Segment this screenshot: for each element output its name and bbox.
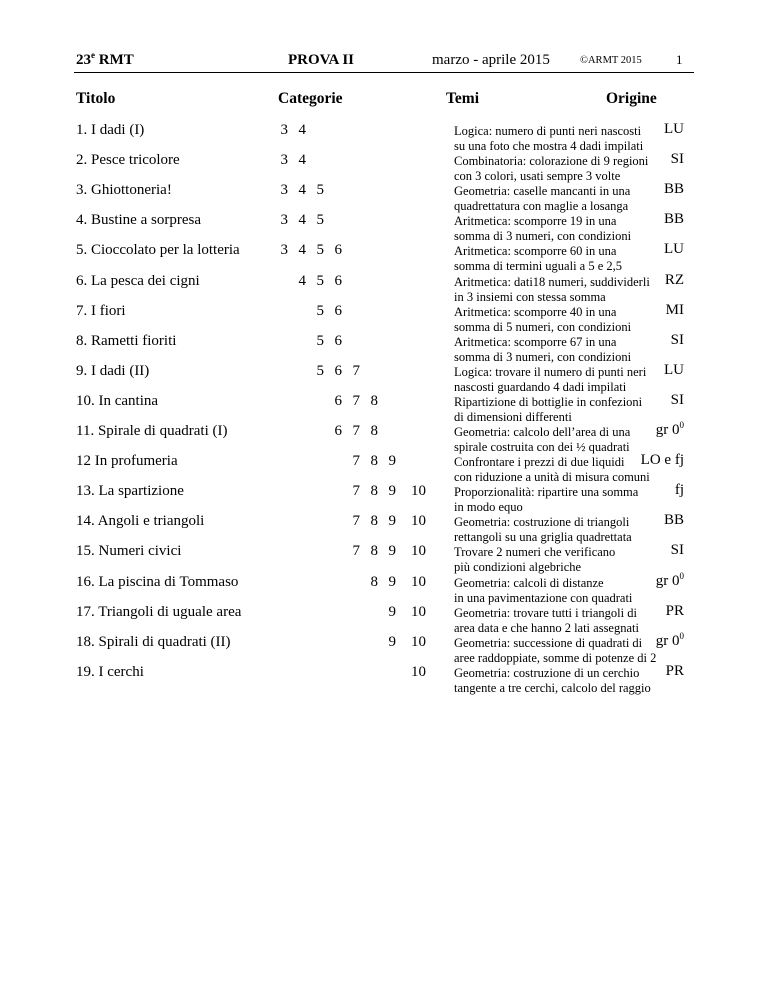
theme-line: aree raddoppiate, somme di potenze di 2	[454, 650, 657, 665]
header-divider	[74, 72, 694, 73]
problem-title: 5. Cioccolato per la lotteria	[76, 242, 240, 259]
origin-superscript: 0	[679, 420, 684, 430]
theme-line: spirale costruita con dei ½ quadrati	[454, 440, 630, 454]
category-number: 6	[334, 242, 342, 259]
origin-code	[604, 603, 684, 620]
theme-line: di dimensioni differenti	[454, 409, 572, 424]
problem-title: 19. I cerchi	[76, 663, 144, 680]
origin-code	[604, 302, 684, 319]
origin-text: LU	[664, 121, 684, 137]
problem-title: 2. Pesce tricolore	[76, 152, 180, 169]
origin-text: PR	[665, 602, 684, 619]
origin-text: gr 0	[655, 572, 680, 589]
category-number: 8	[370, 513, 378, 530]
theme-line: Geometria: costruzione di un cerchio	[454, 665, 640, 680]
category-number: 9	[388, 513, 396, 530]
category-number: 7	[352, 513, 360, 530]
origin-text: SI	[670, 151, 684, 168]
category-number: 3	[280, 212, 288, 229]
category-number: 6	[334, 362, 342, 379]
theme-line: quadrettatura con maglie a losanga	[454, 199, 629, 214]
category-number: 10	[411, 663, 426, 680]
theme-line: rettangoli su una griglia quadrettata	[454, 530, 632, 545]
origin-text: LO e fj	[640, 452, 684, 469]
origin-code	[604, 392, 684, 409]
column-title: Titolo	[76, 90, 116, 107]
category-number: 10	[411, 573, 426, 590]
category-number: 7	[352, 423, 360, 439]
edition-number: 23	[76, 52, 91, 68]
theme-line: Proporzionalità: ripartire una somma	[454, 485, 639, 500]
category-number: 5	[316, 362, 324, 379]
origin-code	[604, 542, 684, 559]
origin-text: fj	[674, 482, 684, 499]
origin-code	[604, 512, 684, 529]
problem-title: 10. In cantina	[76, 392, 159, 409]
problem-title: 6. La pesca dei cigni	[76, 272, 200, 289]
origin-text: RZ	[664, 271, 684, 288]
category-number: 6	[334, 272, 342, 289]
category-number: 8	[370, 453, 378, 470]
page-number: 1	[676, 52, 683, 67]
theme-line: con riduzione a unità di misura comuni	[454, 470, 650, 485]
origin-code	[604, 630, 684, 650]
problem-title: 18. Spirali di quadrati (II)	[76, 633, 231, 650]
category-number: 7	[352, 392, 360, 409]
origin-superscript: 0	[679, 630, 684, 641]
origin-code	[604, 332, 684, 349]
theme-line: nascosti guardando 4 dadi impilati	[454, 379, 627, 394]
category-number: 5	[316, 272, 324, 289]
origin-code	[604, 482, 684, 499]
category-number: 6	[334, 302, 342, 319]
theme-line: in una pavimentazione con quadrati	[454, 590, 633, 605]
origin-code	[604, 570, 684, 590]
theme-line: somma di 5 numeri, con condizioni	[454, 319, 632, 334]
theme-line: somma di 3 numeri, con condizioni	[454, 349, 632, 364]
category-number: 10	[411, 513, 426, 530]
category-number: 3	[280, 242, 288, 259]
problem-title: 12 In profumeria	[76, 453, 178, 470]
theme-line: tangente a tre cerchi, calcolo del raggio	[454, 680, 651, 695]
column-themes: Temi	[446, 90, 480, 107]
category-number: 3	[280, 122, 288, 138]
category-number: 4	[298, 242, 306, 259]
theme-line: Ripartizione di bottiglie in confezioni	[454, 394, 643, 409]
origin-code	[604, 663, 684, 680]
problem-title: 14. Angoli e triangoli	[76, 513, 205, 530]
theme-line: Aritmetica: scomporre 67 in una	[454, 334, 617, 349]
category-number: 9	[388, 573, 396, 590]
round-label: PROVA II	[288, 52, 354, 68]
category-number: 4	[298, 152, 306, 169]
problem-title: 9. I dadi (II)	[76, 362, 150, 379]
theme-line: con 3 colori, usati sempre 3 volte	[454, 169, 621, 184]
origin-text: PR	[665, 662, 684, 679]
theme-line: più condizioni algebriche	[454, 560, 582, 575]
category-number: 6	[334, 332, 342, 349]
category-number: 4	[298, 122, 306, 138]
problem-title: 13. La spartizione	[76, 483, 184, 500]
theme-line: area data e che hanno 2 lati assegnati	[454, 620, 639, 635]
origin-text: SI	[670, 542, 684, 559]
category-number: 6	[334, 392, 342, 409]
category-number: 4	[298, 272, 306, 289]
edition-suffix: RMT	[95, 52, 134, 68]
category-number: 8	[370, 423, 378, 439]
theme-line: Geometria: costruzione di triangoli	[454, 515, 630, 530]
edition-label	[76, 52, 134, 69]
problem-title: 7. I fiori	[76, 302, 126, 319]
theme-line: somma di termini uguali a 5 e 2,5	[454, 259, 623, 274]
origin-code	[604, 362, 684, 379]
category-number: 8	[370, 543, 378, 560]
theme-line: Logica: trovare il numero di punti neri	[454, 364, 647, 379]
theme-line: Logica: numero di punti neri nascosti	[454, 124, 642, 138]
theme-line: in modo equo	[454, 500, 523, 515]
theme-line: Aritmetica: scomporre 19 in una	[454, 214, 617, 229]
category-number: 5	[316, 242, 324, 259]
theme-line: Aritmetica: scomporre 60 in una	[454, 244, 617, 259]
origin-text: MI	[665, 301, 684, 318]
origin-code	[604, 121, 684, 138]
date-label: marzo - aprile 2015	[432, 52, 550, 68]
category-number: 3	[280, 152, 288, 169]
edition-superscript: e	[91, 50, 95, 60]
origin-code	[604, 241, 684, 258]
theme-line: Combinatoria: colorazione di 9 regioni	[454, 154, 649, 169]
category-number: 9	[388, 483, 396, 500]
column-origin: Origine	[606, 90, 657, 107]
theme-line: Geometria: calcolo dell’area di una	[454, 425, 631, 439]
category-number: 8	[370, 392, 378, 409]
origin-text: SI	[670, 391, 684, 408]
category-number: 10	[411, 483, 426, 500]
origin-text: LU	[664, 361, 684, 378]
category-number: 6	[334, 423, 342, 439]
category-number: 10	[411, 603, 426, 620]
category-number: 7	[352, 362, 360, 379]
theme-line: Aritmetica: dati18 numeri, suddividerli	[454, 274, 650, 289]
origin-text: BB	[663, 512, 684, 529]
problem-title: 4. Bustine a sorpresa	[76, 212, 201, 229]
category-number: 8	[370, 573, 378, 590]
category-number: 4	[298, 212, 306, 229]
origin-text: LU	[664, 241, 684, 258]
column-categories: Categorie	[278, 90, 343, 107]
theme-line: Geometria: caselle mancanti in una	[454, 184, 631, 199]
category-number: 7	[352, 543, 360, 560]
origin-code	[604, 211, 684, 228]
problem-title: 1. I dadi (I)	[76, 122, 145, 138]
origin-superscript: 0	[679, 570, 684, 581]
theme-line: Geometria: trovare tutti i triangoli di	[454, 605, 637, 620]
category-number: 7	[352, 453, 360, 470]
category-number: 9	[388, 543, 396, 560]
theme-line: Geometria: successione di quadrati di	[454, 635, 643, 650]
origin-code	[604, 422, 684, 439]
category-number: 5	[316, 332, 324, 349]
category-number: 5	[316, 182, 324, 199]
category-number: 9	[388, 633, 396, 650]
category-number: 9	[388, 453, 396, 470]
theme-line: Aritmetica: scomporre 40 in una	[454, 304, 617, 319]
category-number: 7	[352, 483, 360, 500]
theme-line: somma di 3 numeri, con condizioni	[454, 229, 632, 244]
problem-title: 17. Triangoli di uguale area	[76, 603, 242, 620]
theme-line: in 3 insiemi con stessa somma	[454, 289, 606, 304]
theme-line: Geometria: calcoli di distanze	[454, 575, 604, 590]
category-number: 10	[411, 543, 426, 560]
category-number: 9	[388, 603, 396, 620]
origin-code	[604, 181, 684, 198]
origin-code	[604, 452, 684, 469]
theme-line: Confrontare i prezzi di due liquidi	[454, 455, 625, 470]
category-number: 3	[280, 182, 288, 199]
category-number: 5	[316, 212, 324, 229]
problem-title: 11. Spirale di quadrati (I)	[76, 423, 228, 439]
category-number: 10	[411, 633, 426, 650]
category-number: 4	[298, 182, 306, 199]
origin-code	[604, 272, 684, 289]
origin-text: gr 0	[655, 632, 680, 649]
problem-title: 8. Rametti fioriti	[76, 332, 177, 349]
theme-line: su una foto che mostra 4 dadi impilati	[454, 139, 644, 153]
problem-title: 16. La piscina di Tommaso	[76, 573, 239, 590]
copyright-label: ©ARMT 2015	[580, 55, 642, 66]
category-number: 5	[316, 302, 324, 319]
origin-text: BB	[663, 211, 684, 228]
origin-text: SI	[670, 331, 684, 348]
origin-text: BB	[663, 181, 684, 198]
category-number: 8	[370, 483, 378, 500]
origin-text: gr 0	[655, 422, 680, 438]
problem-title: 15. Numeri civici	[76, 543, 182, 560]
theme-line: Trovare 2 numeri che verificano	[454, 545, 616, 560]
problem-title: 3. Ghiottoneria!	[76, 182, 172, 199]
origin-code	[604, 151, 684, 168]
